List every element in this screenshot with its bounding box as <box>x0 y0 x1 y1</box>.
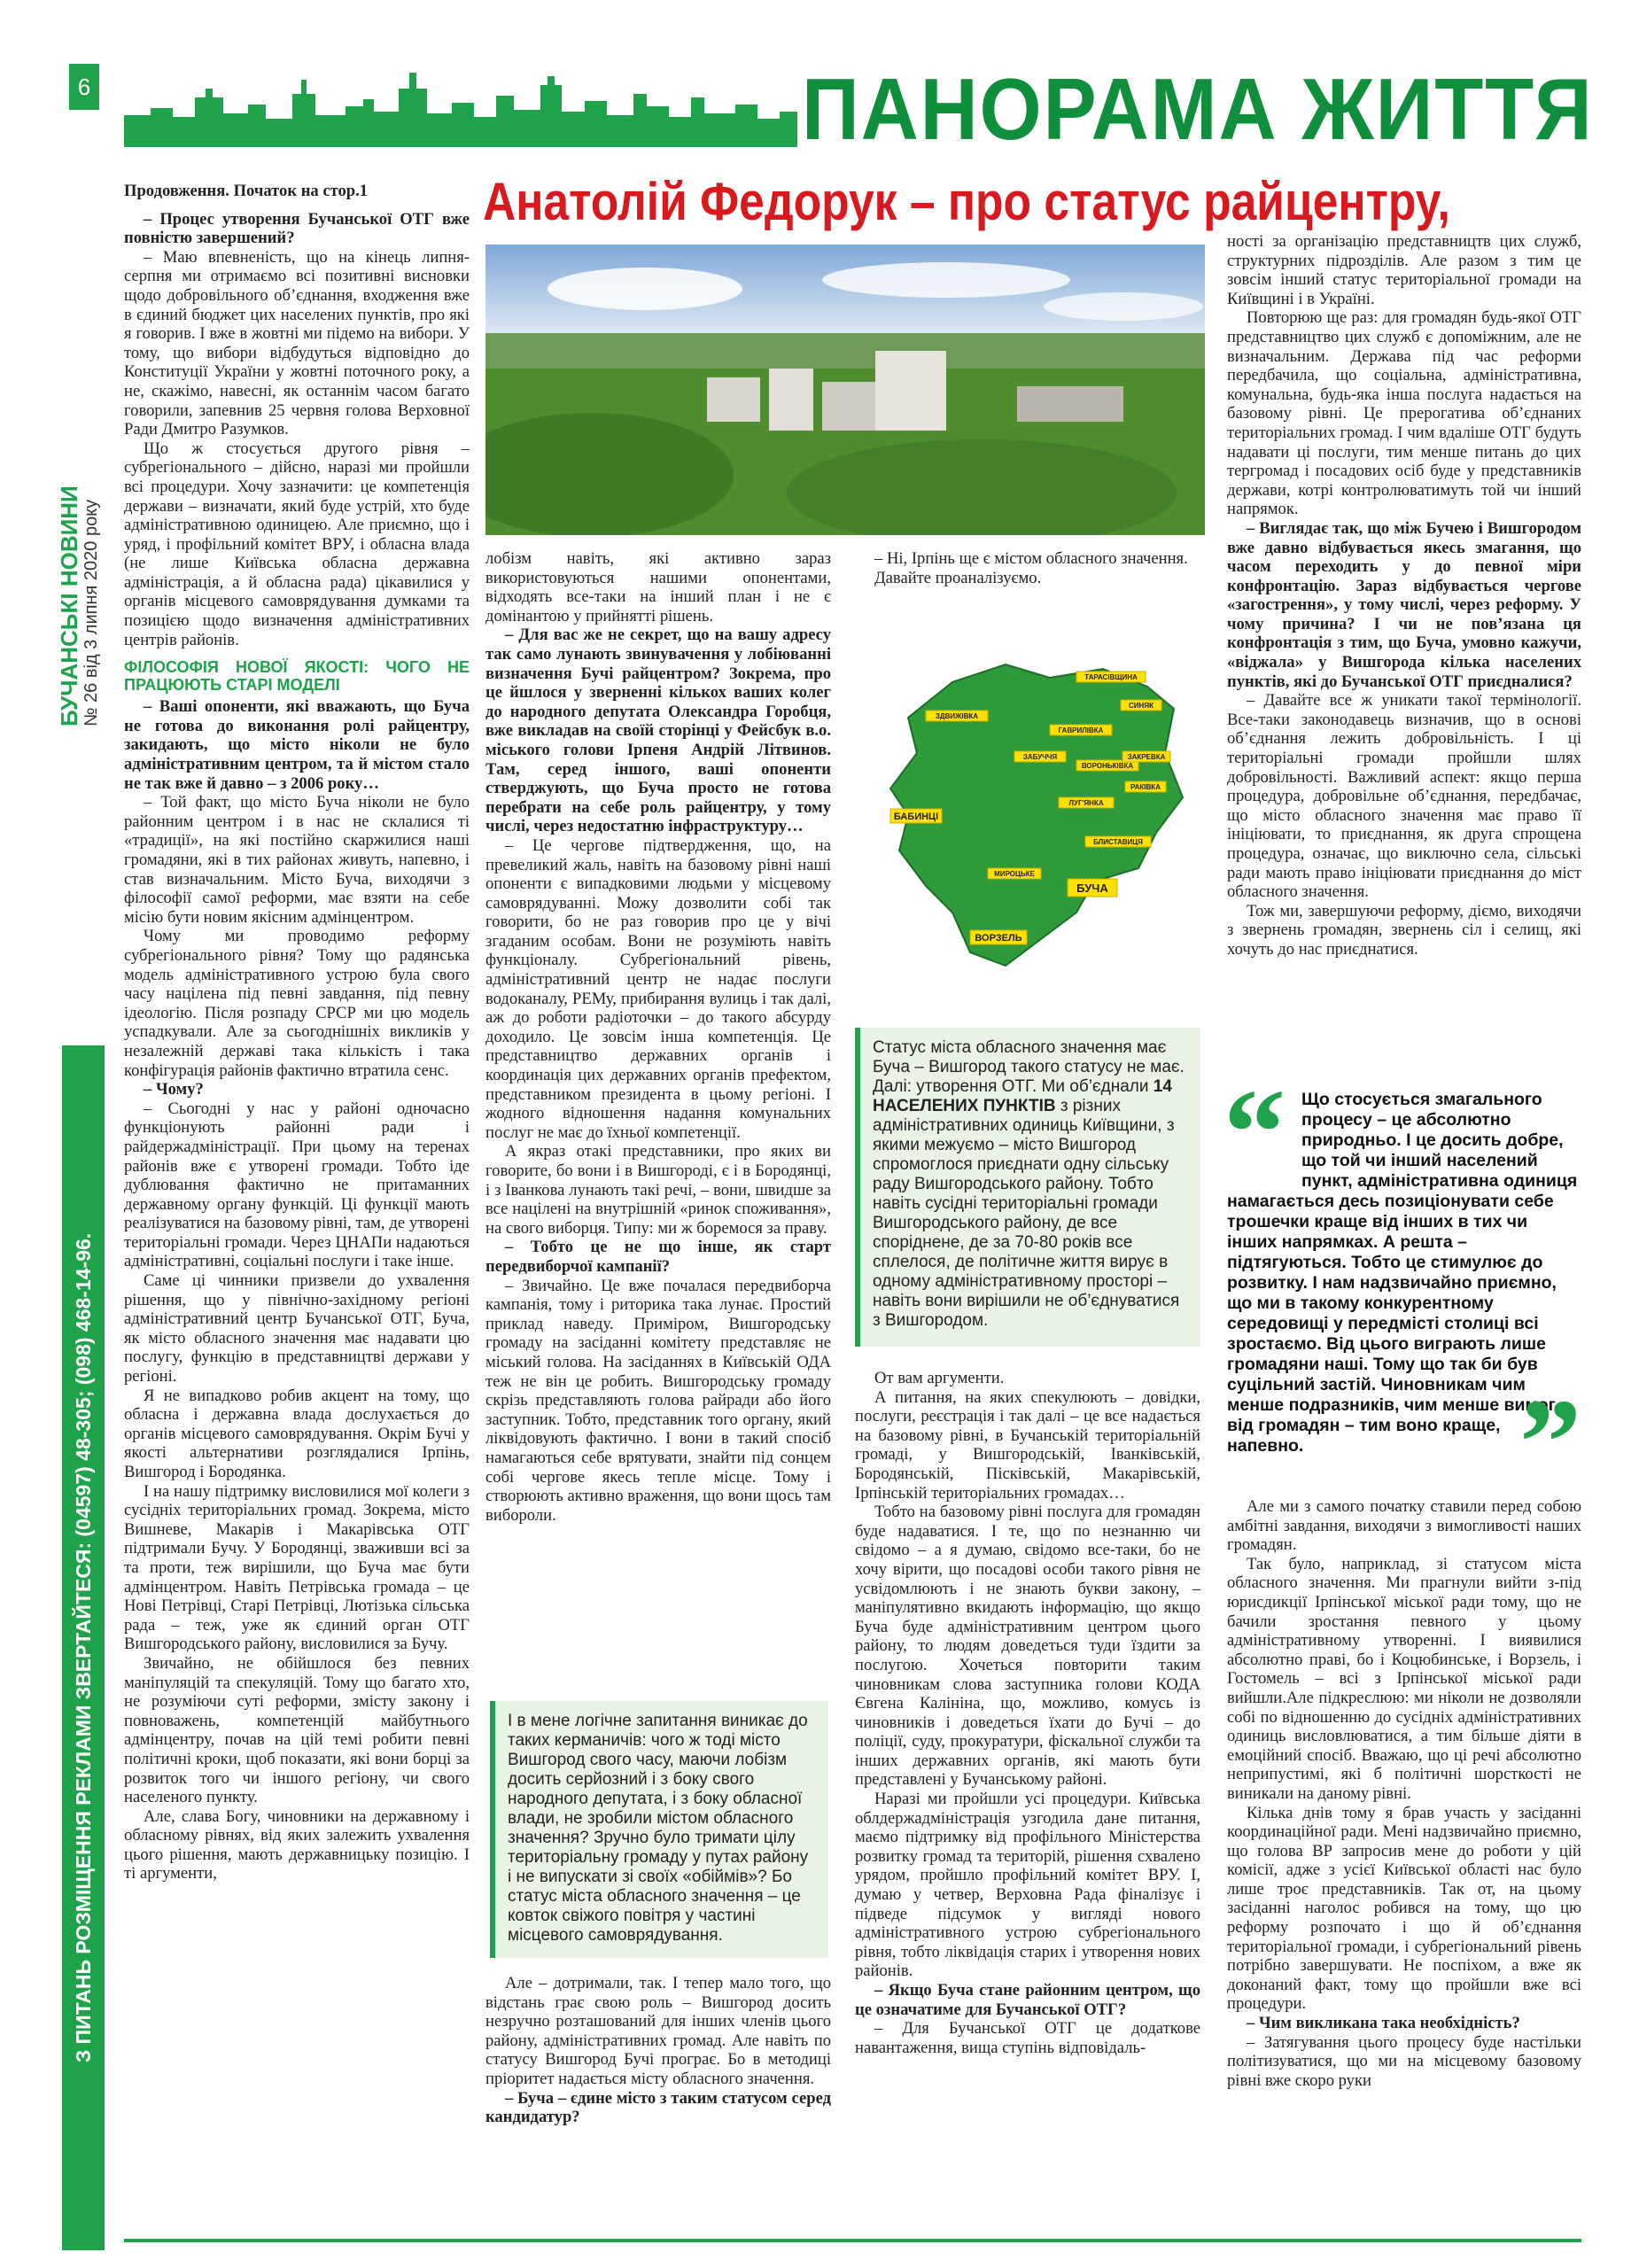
article-paragraph: Звичайно, не обійшлося без певних маніпуляцій та спекуляцій. Тому що багато хто, не розуміючи суті реформи, змісту закону і повноважень, компетенцій майбутнього адмінцентру, почав на цій темі робити певні політичні кроки, щоб показати, які вони борці за розвиток того чи іншого регіону, чи свого населеного пункту. <box>124 1653 470 1807</box>
article-paragraph: А якраз отакі представники, про яких ви говорите, бо вони і в Вишгороді, є і в Бородянці, і з Іванкова лунають такі речі, – вони, швидше за все націлені на внутрішній «ринок споживання», на свого виборця. Типу: ми ж боремося за праву. <box>485 1142 831 1238</box>
article-paragraph: Але ми з самого початку ставили перед собою амбітні завдання, виходячи з вимогливості наших громадян. <box>1227 1497 1581 1555</box>
map-label-havrylivka: ГАВРИЛІВКА <box>1058 726 1104 734</box>
page-number: 6 <box>69 64 99 110</box>
map-label-tarasivshchyna: ТАРАСІВЩИНА <box>1084 673 1138 681</box>
article-paragraph: – Це чергове підтвердження, що, на превеликий жаль, навіть на базовому рівні наші опоненти є випадковими людьми у місцевому самоврядуванні. Можу дозволити собі так говорити, бо не раз говорив про це у вічі згаданим особам. Вони не розуміють навіть функціоналу. Субрегіональний рівень, адміністративний центр не надає послуги водоканалу, РЕМу, прибирання вулиць і так далі, аж до роботи радіоточки – до такого абсурду доходило. Це зовсім інша компетенція. Це представництво державних органів і координація цих державних органів префектом, представником президента в цьому регіоні. І жодного відношення надання комунальних послуг не має до їхньої компетенції. <box>485 835 831 1142</box>
article-paragraph: Наразі ми пройшли усі процедури. Київська облдержадміністрація узгодила дане питання, маємо підтримку від профільного Міністерства розвитку громад та територій, рішення схвалено урядом, пройшло профільний комітет ВРУ. І, думаю у четвер, Верховна Рада фіналізує і підведе підсумок у вигляді нового адміністративного устрою субрегіонального рівня, тобто ліквідація старих і утворення нових районів. <box>855 1790 1200 1981</box>
map-label-voronkivka: ВОРОНЬКІВКА <box>1081 762 1134 770</box>
facts-text-start: Статус міста обласного значення має Буча – Вишгород такого статусу не має. Далі: утворення ОТГ. Ми об’єднали <box>873 1038 1185 1096</box>
ad-contact-band <box>62 1045 105 2250</box>
article-column-3 <box>855 549 1200 638</box>
map-label-myrotske: МИРОЦЬКЕ <box>994 870 1035 878</box>
article-column-3-lower <box>855 1369 1200 2233</box>
paper-name: БУЧАНСЬКІ НОВИНИ <box>56 485 82 726</box>
interview-question: – Тобто це не що інше, як старт передвиборчої кампанії? <box>485 1238 831 1276</box>
map-label-babyntsi: БАБИНЦІ <box>893 812 939 822</box>
close-quote-icon: ” <box>1519 1374 1581 1511</box>
highlight-box-question: І в мене логічне запитання виникає до таких керманичів: чого ж тоді місто Вишгород свого часу, маючи лобізм досить серйозний і з боку свого народного депутата, і з боку обласної влади, не зробили містом обласного значення? Зручно було тримати цілу територіальну громаду у путах району і не випускати зі своїх «обіймів»? Бо статус міста обласного значення – це ковток свіжого повітря у частині місцевого самоврядування. <box>490 1701 828 1958</box>
side-paper-title <box>57 159 101 726</box>
article-paragraph: І на нашу підтримку висловилися мої колеги з сусідніх територіальних громад. Зокрема, місто Вишневе, Макарів і Макарівська ОТГ підтримали Бучу. У Бородянці, зваживши всі за та проти, теж вирішили, що Буча має бути адмінцентром. Навіть Петрівська громада – це Нові Петрівці, Старі Петрівці, Лютізька сільська рада – теж, уже як єдиний орган ОТГ Вишгородського району, висловилися за Бучу. <box>124 1481 470 1654</box>
continued-note: Продовження. Початок на стор.1 <box>124 182 369 200</box>
facts-text-end: з різних адміністративних одиниць Київщини, з якими межуємо – місто Вишгород спромоглося приєднати одну сільську раду Вишгородського району. Тобто навіть сусідні територіальні громади Вишгородського району, де все споріднене, де за 70-80 років все сплелося, де політичне життя вирує в одному адміністративному просторі – навіть вони вирішили не об’єднуватися з Вишгородом. <box>873 1097 1180 1330</box>
interview-question: – Для вас же не секрет, що на вашу адресу так само лунають звинувачення у лобіюванні визначення Бучі райцентром? Зокрема, про це йшлося у зверненні кількох ваших колег до народного депутата Олександра Горобця, вже викладав на своїй сторінці у Фейсбук в.о. міського голови Ірпеня Андрій Літвинов. Там, серед іншого, ваші опоненти стверджують, що Буча просто не готова перебрати на себе роль райцентру, у тому числі, через недостатню інфраструктуру… <box>485 625 831 836</box>
article-paragraph: – Маю впевненість, що на кінець липня-серпня ми отримаємо всі позитивні висновки щодо добровільного об’єднання, входження вже в єдиний бюджет цих населених пунктів, про які я говорив. І вже в жовтні ми підемо на вибори. У тому, що вибори відбудуться відповідно до Конституції України у жовтні поточного року, а не, скажімо, навесні, як останнім часом багато говорили, запевнив 25 червня голова Верховної Ради Дмитро Разумков. <box>124 247 470 439</box>
article-column-4 <box>1227 232 1581 1078</box>
article-paragraph: От вам аргументи. <box>874 1369 1005 1387</box>
article-paragraph: Але, слава Богу, чиновники на державному і обласному рівнях, від яких залежить ухвалення цього рішення, мають державницьку позицію. І ті аргументи, <box>124 1806 470 1884</box>
ad-contact-text: З ПИТАНЬ РОЗМІЩЕННЯ РЕКЛАМИ ЗВЕРТАЙТЕСЯ: (04597) 48-305; (098) 468-14-96. <box>72 1232 95 2063</box>
map-label-syniak: СИНЯК <box>1129 702 1154 710</box>
article-column-2-tail <box>485 1974 831 2231</box>
article-paragraph: Так було, наприклад, зі статусом міста обласного значення. Ми прагнули вийти з-під юрисдикції Ірпінської міської ради тому, що не бачили зростання певного у цьому адміністративному утворенні. І виявилися абсолютно праві, бо і Коцюбинське, і Ворзель, і Гостомель – всі з Ірпінської міської ради вийшли.Але підкреслюю: ми ніколи не дозволяли собі по відношенню до сусідніх адміністративних одиниць висловлюватися, а тим більше діяти в емоційний спосіб. Вважаю, що ці речі абсолютно неприпустимі, які б політичні шорсткості не виникали на даному рівні. <box>1227 1554 1581 1803</box>
map-label-zabuchchia: ЗАБУЧЧЯ <box>1022 753 1058 761</box>
issue-date: № 26 від 3 липня 2020 року <box>82 499 101 726</box>
interview-question: – Буча – єдине місто з таким статусом серед кандидатур? <box>485 2088 831 2127</box>
article-paragraph: Чому ми проводимо реформу субрегіонального рівня? Тому що радянська модель адміністративного устрою була свого часу націлена під певні завдання, під певну ідеологію. Після розпаду СРСР ми цю модель успадкували. Але за сьогоднішніх викликів у незалежній державі така кількість і така конфігурація районів фактично втратила сенс. <box>124 927 470 1080</box>
interview-question: – Процес утворення Бучанської ОТГ вже повністю завершений? <box>124 209 470 248</box>
article-paragraph: Повторюю ще раз: для громадян будь-якої ОТГ представництво цих служб є допоміжним, але не визначальним. Держава під час реформи передбачила, що соціальна, адміністративна, комунальна, будь-яка інша послуга надається на базовому рівні. Це прерогатива об’єднаних територіальних громад. І чим вдаліше ОТГ будуть надавати ці послуги, тим менше питань до цих тергромад і посадових осіб буде у представників держави, котрі контролюватимуть той чи інший напрямок. <box>1227 308 1581 519</box>
interview-question: – Чому? <box>144 1080 204 1099</box>
bottom-rule <box>124 2239 1581 2242</box>
city-skyline-illustration <box>124 62 797 147</box>
col3-paragraphs-a <box>855 549 1200 587</box>
pull-quote-text: Що стосується змагального процесу – це абсолютно природньо. І це досить добре, що той чи інший населений пункт, адміністративна одиниця намагається десь позиціонувати себе трошечки краще від інших в тих чи інших напрямках. А решта – підтягуються. Тобто це стимулює до розвитку. І нам надзвичайно приємно, що ми в такому конкурентному середовищі у передмісті столиці всі зростаємо. Від цього виграють лише громадяни наші. Тому що так би був суцільний застій. Чиновникам чим менше подразників, чим менше вимог від громадян – тим воно краще, напевно. <box>1227 1090 1578 1456</box>
article-paragraph: Що ж стосується другого рівня – субрегіонального – дійсно, наразі ми пройшли всі процедури. Хочу зазначити: це компетенція держави – визначати, який буде устрій, хто буде адміністративною одиницею. Але приємно, що і уряд, і профільний комітет ВРУ, і обласна влада (не лише Київська обласна державна адміністрація, а й обласна рада) цікавилися у органів місцевого самоврядування думками та позицією щодо визначення адміністративних центрів районів. <box>124 439 470 649</box>
article-paragraph: – Той факт, що місто Буча ніколи не було районним центром і в нас не склалися ті «традиції», на які постійно скаржилися наші громадяни, які в тих районах живуть, напевно, і став визначальним. Місто Буча, виходячи з філософії самої реформи, має взяти на себе місію бути новим якісним адмінцентром. <box>124 793 470 927</box>
interview-question: – Чим викликана така необхідність? <box>1247 2014 1520 2033</box>
article-paragraph: – Давайте все ж уникати такої термінології. Все-таки законодавець визначив, що в основі об’єднання лежить добровільність. І ці територіальні громади пройшли шлях добровільності. Важливий аспект: якщо перша процедура, добровільне об’єднання, передбачає, що місто обласного значення має право її ініціювати, то приєднання, як друга спрощена процедура, означає, що виключно села, сільські ради мають право ініціювати приєднання до міст обласного значення. <box>1227 691 1581 902</box>
article-paragraph: – Ні, Ірпінь ще є містом обласного значення. <box>874 549 1188 568</box>
map-label-zdvyzhivka: ЗДВИЖІВКА <box>935 712 979 720</box>
interview-question: – Якщо Буча стане районним центром, що це означатиме для Бучанської ОТГ? <box>855 1981 1200 2019</box>
section-masthead: ПАНОРАМА ЖИТТЯ <box>802 60 1594 158</box>
col2-paragraphs <box>485 549 831 1525</box>
facts-emphasis: 14 НАСЕЛЕНИХ ПУНКТІВ <box>873 1077 1172 1115</box>
col1-paragraphs-b <box>124 697 470 1884</box>
map-label-luhianka: ЛУГ'ЯНКА <box>1068 799 1104 807</box>
col4-paragraphs-b <box>1227 1497 1581 2090</box>
article-column-1 <box>124 182 470 2233</box>
aerial-city-photo <box>485 245 1205 535</box>
article-paragraph: Тож ми, завершуючи реформу, діємо, виходячи з звернень громадян, звернень сіл і селищ, які хочуть до нас приєднатися. <box>1227 901 1581 959</box>
highlight-box-facts <box>855 1028 1200 1347</box>
map-label-bucha: БУЧА <box>1076 882 1108 895</box>
article-paragraph: Тобто на базовому рівні послуга для громадян буде надаватися. І те, що по незнанню чи свідомо – а я думаю, свідомо все-таки, бо не хочу вірити, що посадові особи такого рівня не усвідомлюють і не знають букви закону, – маніпулятивно вкидають інформацію, що якщо Буча буде адміністративним центром цього району, то людям доведеться туди їздити за послугою. Хочеться повторити таким чиновникам слова заступника голови КОДА Євгена Калініна, що, можливо, комусь із чиновників і доведеться їхати до Бучі – до поліції, суду, прокуратури, фіскальної служби та інших державних органів, які мають бути представлені у Бучанському районі. <box>855 1503 1200 1790</box>
interview-question: – Ваші опоненти, які вважають, що Буча не готова до виконання ролі райцентру, закидають, що місто ніколи не було адміністративним центром, та й містом стало не так вже й давно – з 2006 року… <box>124 697 470 793</box>
article-column-4-lower <box>1227 1497 1581 2233</box>
col4-paragraphs-a <box>1227 232 1581 959</box>
community-map <box>873 647 1200 983</box>
article-paragraph: Давайте проаналізуємо. <box>874 568 1042 587</box>
article-paragraph: Саме ці чинники призвели до ухвалення рішення, що у північно-західному регіоні адміністративний центр Бучанської ОТГ, Буча, як місто обласного значення має надавати цю послугу, функцію в представництві держави у регіоні. <box>124 1271 470 1386</box>
map-label-zakrevka: ЗАКРЕВКА <box>1127 753 1166 761</box>
open-quote-icon: “ <box>1223 1064 1286 1201</box>
col3-paragraphs-b <box>855 1369 1200 2057</box>
article-paragraph: – Сьогодні у нас у районі одночасно функціонують районні ради і райдержадміністрації. При цьому на теренах районів вже є утворені громади. Тобто іде дублювання фактично не притаманних державному органу функцій. Ці функції мають реалізуватися на базовому рівні, там, де утворені територіальні громади. Через ЦНАПи надаються адміністративні, соціальні послуги і таке інше. <box>124 1099 470 1271</box>
article-paragraph: – Для Бучанської ОТГ це додаткове навантаження, вища ступінь відповідаль- <box>855 2019 1200 2057</box>
article-paragraph: А питання, на яких спекулюють – довідки, послуги, реєстрація і так далі – це все надається на базовому рівні, в Бучанській територіальній громаді, у Вишгородській, Іванківській, Бородянській, Пісківській, Макарівській, Ірпінській територіальних громадах… <box>855 1387 1200 1503</box>
interview-question: – Виглядає так, що між Бучею і Вишгородом вже давно відбувається якесь змагання, що часом переходить у до певної міри конфронтацію. Зараз відбувається чергове «загострення», у тому числі, через реформу. У чому причина? І чи не пов’язана ця конфронтація з тим, що Буча, умовно кажучи, «віджала» у Вишгорода кілька населених пунктів, які до Бучанської ОТГ приєдналися? <box>1227 518 1581 691</box>
article-paragraph: Але – дотримали, так. І тепер мало того, що відстань грає свою роль – Вишгород досить незручно розташований для інших членів цього району, адміністративних громад. Але навіть по статусу Вишгород Бучі програє. Бо в методиці пріоритет надається місту обласного значення. <box>485 1974 831 2088</box>
section-subheading: ФІЛОСОФІЯ НОВОЇ ЯКОСТІ: ЧОГО НЕ ПРАЦЮЮТЬ СТАРІ МОДЕЛІ <box>124 658 470 695</box>
map-label-blystavytsia: БЛИСТАВИЦЯ <box>1093 838 1143 846</box>
article-paragraph: ності за організацію представництв цих служб, структурних підрозділів. Але разом з тим це зовсім інший статус територіальної громади на Київщині і в Україні. <box>1227 232 1581 308</box>
article-paragraph: Я не випадково робив акцент на тому, що обласна і державна влада дослухається до органів місцевого самоврядування. Окрім Бучі у якості альтернативи розглядалися Ірпінь, Вишгород і Бородянка. <box>124 1386 470 1481</box>
article-paragraph: – Затягування цього процесу буде настільки політизуватися, що ми на місцевому базовому рівні вже скоро руки <box>1227 2032 1581 2090</box>
col2-paragraphs-c <box>485 1974 831 2127</box>
pull-quote <box>1223 1064 1581 1511</box>
article-paragraph: Кілька днів тому я брав участь у засіданні координаційної ради. Мені надзвичайно приємно, що голова ВР запросив мене до роботи у цій комісії, адже з усієї Київської області нас було лише троє представників. Так от, на цьому засіданні наголос робився на тому, що цю реформу розпочато і що й об’єднання територіальної громади, і субрегіональний рівень потрібно завершувати. Не поспіхом, а вже як доконаний факт, тому що пройшли вже всі процедури. <box>1227 1803 1581 2014</box>
col1-paragraphs-a <box>124 210 470 650</box>
article-paragraph: – Звичайно. Це вже почалася передвиборча кампанія, тому і риторика така лунає. Простий приклад наведу. Приміром, Вишгородську громаду на засіданні комітету представляє не міський голова. На засіданнях в Київській ОДА теж не він це робить. Вишгородську громаду скрізь представляють голова райради або його заступник. Тобто, представник того органу, який ліквідовують фактично. І вони в такий спосіб намагаються себе врятувати, знайти під сонцем собі чергове якесь тепле місце. Тому і створюють активно враження, що вони щось там вибороли. <box>485 1276 831 1525</box>
article-paragraph: лобізм навіть, які активно зараз використовуються нашими опонентами, відходять все-таки на інший план і не є домінантою у прийнятті рішень. <box>485 549 831 625</box>
article-headline: Анатолій Федорук – про статус райцентру, <box>483 172 1450 231</box>
map-label-vorzel: ВОРЗЕЛЬ <box>975 933 1022 944</box>
map-label-rakivka: РАКІВКА <box>1130 783 1161 791</box>
